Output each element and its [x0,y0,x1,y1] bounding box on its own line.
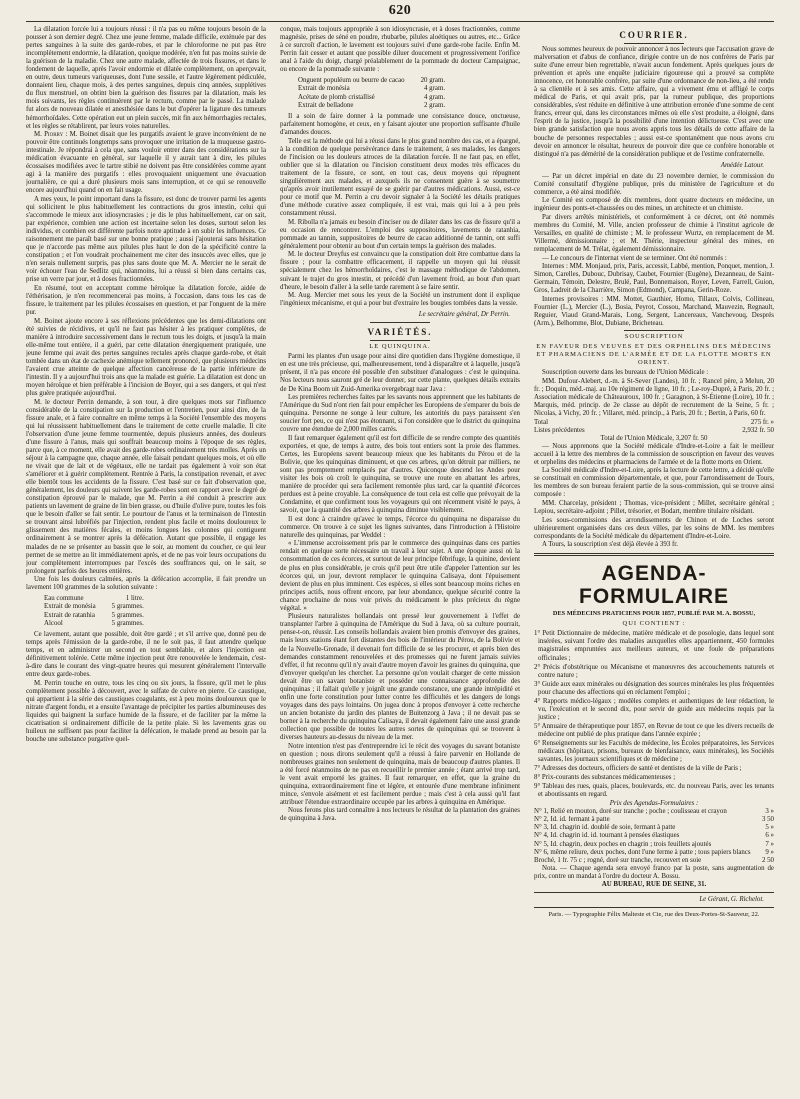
paragraph: M. Ribolla n'a jamais eu besoin d'inciser ou de dilater dans les cas de fissure qu'il a eu occasion de rencontrer. L'emploi des suppositoires, lavements de ratanhia, pommade au tannin, suppositoires de beurre de cacao additionné de tannin, ont suffi généralement pour obtenir au bout d'un certain temps la guérison des malades. [280,218,520,250]
price-label: N° 3, Id. chagrin id. doublé de soie, fermant à patte [534,824,676,832]
column-middle [280,26,520,1090]
paragraph: MM. Charcelay, président ; Thomas, vice-président ; Millet, secrétaire général ; Lepiou, secrétaire-adjoint ; Pillet, trésorier, et Bodart, membre titulaire résidant. [534,500,774,516]
paragraph: Les premières recherches faites par les savants nous apprennent que les habitants de l'Amérique du Sud n'ont rien fait pour empêcher les Européens de s'emparer du bois de quinquina. Personne ne songe à leur culture, les autorités du pays paraissent s'en soucier fort peu, ce qui n'est pas étonnant, si l'on considère que le district du quinquina couvre une étendue de 2,000 milles carrés. [280,394,520,434]
page-number: 620 [388,3,412,18]
ingredient: Extrait de monésia [298,85,350,93]
paragraph: Internes provisoires : MM. Mottet, Gauthier, Homo, Tillaux, Colvis, Collineau, Fournier (L.), Mercier (L.), Bosia, Peyrot, Cossou, Marchand, Mauvezin, Regnault, Reguier, Viaud Grand-Marais, Long, Sergent, Lancereaux, Vanchevouq, Després (Arm.), Belhomme, Blot, Dubiane, Bricheteau. [534,295,774,328]
total-label: Total [534,418,549,426]
grand-total: Total de l'Union Médicale, 3,207 fr. 50 [600,434,708,442]
paragraph: conque, mais toujours appropriée à son idiosyncrasie, et à doses fractionnées, comme magnésie, prises de séné en poudre, rhubarbe, pilules aloétiques ou autres, etc... Grâce à ce surcroît d'action, le lavement est toujours suivi d'une garde-robe facile. Enfin M. Perrin fait cesser et autant que possible diluer doucement et progressivement l'orifice anal à l'aide du doigt, chargé préalablement de la pommade du docteur Campaignac, ou encore de la pommade suivante : [280,26,520,74]
price-row [534,857,774,865]
price-label: Broché, 1 fr. 75 c ; rogné, doré sur tranche, recouvert en soie [534,856,702,864]
footer-divider [534,892,774,893]
price-row [534,808,774,816]
three-column-body [26,26,774,1090]
column-right [534,26,774,1090]
price-list-title: Prix des Agendas-Formulaires : [609,800,699,808]
paragraph: Notre intention n'est pas d'entreprendre ici le récit des voyages du savant botaniste en question ; nous dirons seulement qu'il a réussi à faire parvenir en Hollande de nombreuses graines non seulement de quinquina, mais de beaucoup d'autres plantes. Il a été forcé néanmoins de ne pas en recueillir le premier année ; étant arrivé trop tard, le vent avait emporté les graines. Il faut remarquer, en effet, que la graine du quinquina, extraordinairement fine et légère, et entourée d'une membrane infiniment mince, s'envole aisément et est facilement perdue ; mais c'est à cela aussi qu'il faut attribuer l'étendue extraordinaire occupée par les arbres à quinquina en Amérique. [280,742,520,806]
ingredient: Eau commune [44,595,84,603]
price-row [534,832,774,840]
gerant-signature: Le Gérant, G. Richelot. [699,896,764,904]
agenda-item: 5° Annuaire de thérapeutique pour 1857, en Revue de tout ce que les divers recueils de médecine ont publié de plus pratique dans l'année expirée ; [534,722,774,738]
paragraph: Ce lavement, autant que possible, doit être gardé ; et s'il arrive que, donné peu de temps après l'émission de la garde-robe, il ne le soit pas, il faut attendre quelque temps, et en administrer un second en tout semblable, et alors l'injection est définitivement tolérée. Cette même injection peut être renouvelée le lendemain, c'est-à-dire dans le courant des vingt-quatre heures qui mesurent généralement l'intervalle entre deux garde-robes. [26,631,266,679]
ingredient: Onguent populéum ou beurre de cacao [298,77,405,85]
paragraph [26,131,266,195]
agenda-item: 1° Petit Dictionnaire de médecine, matière médicale et de posologie, dans lequel sont insérées, suivant l'ordre des maladies auxquelles elles appartiennent, 450 formules magistrales empruntées aux meilleurs auteurs, et une foule de préparations officinales ; [534,630,774,662]
paragraph: Les sous-commissions des arrondissements de Chinon et de Loches seront ultérieurement organisées dans ces deux villes, par les soins de MM. les membres correspondants de la Société médicale du département d'Indre-et-Loire. [534,516,774,540]
author-signature: Amédée Latour. [720,161,764,169]
recipe-row [44,620,150,628]
paragraph: MM. Dufour-Alebert, d.-m. à St-Sever (Landes), 10 fr. ; Rancel père, à Melun, 20 fr. ; Doquin, méd.-maj. au 10e régiment de ligne, 10 fr. ; Le-roy-Dupré, à Paris, 20 fr. ; Association médicale de Châteauroux, 100 fr. ; Garagnon, à St-Étienne (Loire), 10 fr. ; Marquis, méd. princip. de 2e classe au dépôt de recrutement de la Seine, 5 fr. ; Nicolas, à Vichy, 20 fr. ; Villaret, méd. princip., à Paris, 20 fr. ; Bertin, à Paris, 60 fr. [534,377,774,418]
previous-lists-value: 2,932 fr. 50 [742,426,774,434]
price-value: 5 » [765,824,774,832]
paragraph: M. Aug. Mercier met sous les yeux de la Société un instrument dont il explique l'ingénieux mécanisme, et qui a pour but d'extraire les bougies tombées dans la vessie. [280,292,520,308]
paragraph: M. le docteur Dreyfus est convaincu que la constipation doit être combattue dans la fissure ; pour la combattre efficacement, il rappelle un moyen qui lui réussit spécialement chez les hémorrhoïdaires, c'est le massage méthodique de l'abdomen, suivant le trajet du gros intestin, et précédé d'un lavement froid, au bout d'un quart d'heure, le besoin d'aller à la selle tarde rarement à se faire sentir. [280,251,520,291]
ingredient: Acétate de plomb cristallisé [298,93,375,101]
paragraph: Plusieurs naturalistes hollandais ont pressé leur gouvernement à l'effet de transplanter l'arbre à quinquina de l'Amérique du Sud à Java, où sa culture pourrait, pense-t-on, réussir. Les conseils hollandais avaient bien promis d'envoyer des graines, mais leurs stations étant fort distantes des bois de l'intérieur du Pérou, de la Bolivie et de la Nouvelle-Grenade, il devenait fort difficile de se les procurer, et après bien des demandes constamment renouvelées et des promesses qui ne furent jamais suivies d'effet, il fut reconnu qu'il n'y avait d'autre moyen d'avoir les graines du quinquina, que d'envoyer quelqu'un les chercher. La personne qu'on voulait charger de cette mission devait être un savant botaniste et posséder une connaissance approfondie des quinquinas ; il fallait qu'elle y joignît une grande constance, une grande intrépidité et enfin une forte constitution pour lutter contre les difficultés et les dangers de longs voyages dans des pays lointains. On jugea donc à propos d'envoyer à cette recherche un ancien botaniste du jardin des plantes de Buitenzorg à Java ; il ne devait pas se borner à la recherche du quinquina Calisaya, il devait également faire une aussi grande collection que possible de toutes les autres sortes de quinquinas qui se trouvent à diverses hauteurs au-dessus du niveau de la mer. [280,613,520,742]
agenda-item: 9° Tableau des rues, quais, places, boulevards, etc. du nouveau Paris, avec les tenants et aboutissants en regard. [534,783,774,799]
total-row [534,419,774,427]
paragraph: « L'immense accroissement pris par le commerce des quinquinas dans ces parties rendait en quelque sorte nécessaire un travail à leur sujet. A une époque aussi où la consommation de ces écorces, et surtout de leur principe fébrifuge, la quinine, devient de plus en plus considérable, je crois qu'il peut être utile d'appeler l'attention sur les écorces qui, un jour, devront remplacer le quinquina Calisaya, dont l'épuisement devient de plus en plus imminent. Ces espèces, si elles sont beaucoup moins riches en principes actifs, nous offrent encore, par leur abondance, quelque sécurité contre la chance prochaine de nous voir privés du médicament le plus précieux du règne végétal. » [280,540,520,612]
section-divider [370,340,430,341]
quantity: 4 gram. [424,85,446,93]
paragraph: En résumé, tout en acceptant comme héroïque la dilatation forcée, aidée de l'éthérisation, je n'en recommencerai pas moins, à l'occasion, dans tous les cas de fissure, le traitement par les pilules écossaises en question, et par l'onguent de la mère pur. [26,285,266,317]
total-value: 275 fr. » [750,418,774,426]
price-label: N° 5, Id. chagrin, deux poches en chagrin ; trois feuillets ajoutés [534,840,712,848]
paragraph: — Par un décret impérial en date du 23 novembre dernier, le commission du Comité consultatif d'hygiène publique, près du ministère de l'agriculture et du commerce, a été ainsi modifiée. [534,172,774,196]
recipe-row [44,612,150,620]
paragraph: Il a soin de faire donner à la pommade une consistance douce, onctueuse, parfaitement homogène, et ceux, en y faisant ajouter une proportion suffisante d'huile d'amandes douces. [280,113,520,137]
paragraph: Le Comité est composé de dix membres, dont quatre docteurs en médecine, un ingénieur des ponts-et-chaussées ou des mines, un architecte et un chimiste. [534,197,774,213]
paragraph: A Tours, la souscription s'est déjà élevée à 393 fr. [542,541,678,549]
recipe-row [298,85,451,93]
price-value: 3 » [765,808,774,816]
price-row [534,849,774,857]
price-value: 2 50 [761,856,774,864]
previous-lists-row [534,427,774,435]
pommade-recipe [298,77,451,110]
quantity: 5 grammes. [111,619,144,627]
paragraph: Souscription ouverte dans les bureaux de l'Union Médicale : [542,369,709,377]
secretary-signature: Le secrétaire général, Dr Perrin. [418,311,510,319]
agenda-advert-subtitle: DES MÉDECINS PRATICIENS POUR 1857, PUBLIÉ PAR M. A. BOSSU, [552,610,756,618]
agenda-item: 3° Guide aux eaux minérales ou désignation des sources minérales les plus fréquentées pour chacune des affections qui en réclament l'emploi ; [534,680,774,696]
paragraph: M. Boinet ajoute encore à ses réflexions précédentes que les demi-dilatations ont été suivies de récidives, et qu'il ne faut pas hésiter à les pratiquer complètes, de manière à introduire successivement dans le rectum tous les doigts, et jusqu'à la main elle-même tout entière, il a guéri, par cette dilatation énergiquement pratiquée, une jeune femme qui avait des pertes sanguines rectales après chaque garde-robe, et était tombée dans un état de cachexie anémique tellement prononcé, que plusieurs médecins l'avaient crue atteinte de quelque affection cancéreuse de la partie inférieure de l'intestin. Il y a aujourd'hui trois ans que la malade est guérie. La dilatation est donc un moyen héroïque et bien préférable à l'incision de Boyer, qui a ses dangers, et qui n'est plus guère pratiquée aujourd'hui. [26,317,266,398]
paragraph: M. Perrin touche en outre, tous les cinq ou six jours, la fissure, qu'il met le plus complètement possible à découvert, avec le sulfate de cuivre en pierre. Ce caustique, qui appartient à la série des caustiques coagulants, est à peu moins douloureux que le nitrate d'argent fondu, et a ensuite l'avantage de précipiter les parties albumineuses des liquides qui baignent la surface humide de la fissure, et de faciliter par la même la cicatrisation si ordinairement difficile de la petite plaie. Si les lavements gras ou huileux ne suffisent pas pour faciliter la défécation, le malade prend au besoin par la bouche une substance purgative quel- [26,679,266,744]
recipe-row [298,77,451,85]
agenda-item: 8° Prix-courants des substances médicamenteuses ; [534,774,676,782]
paragraph: Une fois les douleurs calmées, après la défécation accomplie, il fait prendre un lavement 100 grammes de la solution suivante : [26,576,266,592]
agenda-item: 6° Renseignements sur les Facultés de médecine, les Écoles préparatoires, les Services médicaux (hôpitaux, prisons, bureaux de bienfaisance, eaux minérales), les Sociétés savantes, les journaux scientifiques et de médecine ; [534,739,774,764]
quantity: 4 gram. [424,93,446,101]
price-label: N° 1, Relié en mouton, doré sur tranche ; poche ; coulisseau et crayon [534,808,727,816]
quantity: 5 grammes. [111,603,144,611]
price-label: N° 2, Id. id. fermant à patte [534,816,610,824]
header-rule [26,21,774,22]
quinquina-heading: LE QUINQUINA. [369,343,431,351]
lavement-recipe [44,595,150,628]
paragraph: La dilatation forcée lui a toujours réussi : il n'a pas eu même toujours besoin de la pousser à son dernier degré. Chez une jeune femme, malade difficile, exténuée par des pertes sanguines à la suite des garde-robes, et par le chloroforme ne put pas être incomplètement endormie, la dilatation, quoique modérée, n'en fut pas moins suivie de la guérison de la maladie. Chez une autre malade, affectée de trois fissures, et dans le fondement de laquelle, après l'avoir endormie et dilatée complètement, on aperçevait, en outre, deux tumeurs variqueuses, dont l'une sessile, et l'autre légèrement pédiculée, donnaient lieu, chaque mois, à des pertes sanguines, depuis cinq années, supplétives du flux menstruel, on obtint bien la guérison des fissures par la dilatation, mais les mois suivants, les règles continuèrent par le rectum, comme par le passé. La malade fut alors de nouveau dilatée et anesthésiée dans le but d'opérer la ligature des tumeurs hémorrhoïdales. Cette opération eut un plein succès, mit fin aux hémorrhagies rectales, et les règles se rétablirent, par leurs voies naturelles. [26,26,266,130]
price-value: 7 » [765,840,774,848]
price-row [534,816,774,824]
price-label: N° 6, même reliure, deux poches, dont l'une ferme à patte ; tous papiers blancs [534,848,751,856]
price-row [534,841,774,849]
paragraph: Telle est la méthode qui lui a réussi dans le plus grand nombre des cas, et a épargné, à la condition de quelque persévérance dans le traitement, à ses malades, les dangers de l'incision ou les douleurs atroces de la dilatation forcée. Il ne faut pas, en effet, oublier que si la dilatation ou l'incision constituent deux modes très efficaces du traitement de la fissure, ce sont, en tout cas, deux moyens qui répugnent singulièrement aux malades, et auxquels ils ne consentent guère à se soumettre qu'après avoir inutilement essayé de se guérir par d'autres médications. Aussi, est-ce pour ce motif que M. Perrin a cru devoir signaler à la Société les détails pratiques d'une méthode curative assez compliquée, il est vrai, mais qui lui a à peu près constamment réussi. [280,137,520,218]
agenda-contents-label: QUI CONTIENT : [622,620,686,628]
price-value: 9 » [765,848,774,856]
bureau-address: AU BUREAU, RUE DE SEINE, 31. [601,881,707,889]
recipe-row [298,94,451,102]
paragraph: Il faut remarquer également qu'il est fort difficile de se rendre compte des quantités exportées, et que, de temps à autre, des bois tout entiers sont la proie des flammes. Certes, les Européens savent beaucoup mieux que les habitants du Pérou et de la Bolivie, que les quinquinas diminuent, et que ces arbres, qu'on détruit par milliers, ne sont pas promptement remplacés par d'autres. Quiconque descend les Andes pour visiter les bois où croît le quinquina, se trouve une route en abattant les arbres, manière de procéder qui sera facilement remontée plus tard, car la quantité d'écorces perdues est à peine croyable. La conséquence de tout cela est celle que prévoyait de la Condamine, et que confirment tous les voyageurs qui ont récemment visité le pays, à savoir, que la quantité des arbres à quinquina diminue visiblement. [280,434,520,515]
ingredient: Alcool [44,619,63,627]
varietes-heading: VARIÉTÉS. [367,327,433,338]
nota-text: Nota. — Chaque agenda sera envoyé franco par la poste, sans augmentation de prix, contre un mandat à l'ordre du docteur A. Bossu. [534,864,774,880]
paragraph: Nous sommes heureux de pouvoir annoncer à nos lecteurs que l'accusation grave de malversation et d'abus de confiance, dirigée contre un de nos confrères de Paris par suite d'une erreur bien regrettable, n'avait aucun fondement. Après quelques jours de prévention et après une enquête judiciaire rigoureuse qui a prouvé sa complète innocence, cet honorable confrère, par suite d'une ordonnance de non-lieu, a été rendu à sa clientèle et à ses amis. Cette affaire, qui a vivement ému et affligé le corps médical de Paris, et qui avait pris, par la rumeur publique, des proportions considérables, s'est réduite en définitive à une attribution erronée d'une somme de cent francs, erreur qui, dans les circonstances mêmes où elle s'est produite, a éloigné, dans l'esprit de la justice, jusqu'à la possibilité d'une intention délictueuse. C'est avec une bien grande satisfaction que nous avons appris tous les détails de cette affaire de la bouche de personnes respectables ; aussi est-ce spontanément que nous avons cru devoir en annoncer le résultat, heureux de pouvoir dire que ce confrère honorable et distingué n'a pas démérité de la considération publique et de l'estime confraternelle. [534,46,774,158]
footer-divider [534,907,774,908]
quantity: 2 gram. [424,101,446,109]
paragraph-text: : M. Boinet disait que les purgatifs avaient le grave inconvénient de ne pouvoir être continués longtemps sans provoquer une irritation de la muqueuse gastro-intestinale. Je répondrai à cela que, sans vouloir entrer dans des considérations sur la médication évacuante en général, sur laquelle il y aurait tant à dire, les pilules écossaises modifiées avec le tartre stibié ne doivent pas être considérées comme ayant agi à la manière des purgatifs : elles provoquaient uniquement une évacuation journalière, ce qui a duré plusieurs mois sans interruption, et ce qui se renouvelle encore aujourd'hui quand on en fait usage. [26,131,266,195]
quantity: 20 gram. [420,77,446,85]
recipe-row [298,102,451,110]
ingredient: Extrait de monésia [44,603,96,611]
recipe-row [44,603,150,611]
section-divider [370,322,430,323]
paragraph: La Société médicale d'Indre-et-Loire, après la lecture de cette lettre, a décidé qu'elle se constituait en commission départementale, et que, pour l'arrondissement de Tours, les membres de son bureau feraient partie de la sous-commission, qui se trouve ainsi composée : [534,467,774,499]
section-divider [624,43,684,44]
column-left [26,26,266,1090]
ingredient: Extrait de ratanhia [44,611,95,619]
speaker-name: M. Piorry [34,131,64,139]
paragraph: Nous ferons plus tard connaître à nos lecteurs le résultat de la plantation des graines de quinquina à Java. [280,807,520,823]
recipe-row [44,595,150,603]
agenda-item: 7° Adresses des docteurs, officiers de santé et dentistes de la ville de Paris ; [534,765,742,773]
price-label: N° 4, Id. chagrin id. id. tournant à pensées élastiques [534,832,680,840]
printer-imprint: Paris. — Typographie Félix Malteste et Cie, rue des Deux-Portes-St-Sauveur, 22. [548,911,760,919]
paragraph: Par divers arrêtés ministériels, et conformément à ce décret, ont été nommés membres du Comité, M. Ville, ancien professeur de chimie à l'institut agricole de Versailles, en qualité de chimiste ; M. le professeur Wurtz, en remplacement de M. Villermé, démissionnaire ; et M. Thérie, inspecteur général des mines, en remplacement de M. Trélat, également démissionnaire. [534,213,774,254]
section-divider [624,330,684,331]
advert-divider [534,553,774,556]
paragraph: Parmi les plantes d'un usage pour ainsi dire quotidien dans l'hygiène domestique, il en est une très précieuse, qui, malheureusement, tend à disparaître et à laquelle, jusqu'à présent, il n'a pas encore été possible d'en substituer d'analogues : c'est le quinquina. Nos lecteurs nous sauront gré de leur donner, sur cette plante, quelques détails extraits de De Kina Boom uit Zuid-Amerika overgebragt naar Java : [280,353,520,393]
souscription-subheading: EN FAVEUR DES VEUVES ET DES ORPHELINS DES MÉDECINS ET PHARMACIENS DE L'ARMÉE ET DE LA FLOTTE MORTS EN ORIENT. [536,343,772,367]
ingredient: Extrait de belladone [298,101,354,109]
agenda-item: 4° Rapports médico-légaux ; modèles complets et authentiques de leur rédaction, le vu, l'exécution et le second dix, pour servir de guide aux médecins requis par la justice ; [534,697,774,721]
agenda-advert-title: AGENDA-FORMULAIRE [579,562,729,609]
quantity: 1 litre. [125,595,144,603]
paragraph: A mes yeux, le point important dans la fissure, est donc de trouver parmi les agents qui sollicitent le plus habituellement les contractions du gros intestin, celui qui s'accommode le mieux aux idiosyncrasies ; je dis le plus habituellement, car on sait, par expérience, combien une action est incertaine selon les doses, surtout selon les individus, et combien est différente parfois notre aptitude à en subir les influences. Ce raisonnement me paraît basé sur une bonne pratique ; aussi j'ajouterai sans hésitation que je n'accorde pas même aux pilules plus haut le don de la spécificité contre la constipation ; et l'on voudrait prochainement me citer des insuccès avec elles, que je n'en serais nullement surpris, pas plus sans doute que M. A. Mercier ne le serait de voir échouer l'eau de Sedlitz qui, néanmoins, lui a réussi si bien dans certains cas, prise un verre par jour, et à doses fractionnées. [26,195,266,284]
previous-lists-label: Listes précédentes [534,426,585,434]
agenda-item: 2° Précis d'obstétrique ou Mécanisme et manœuvres des accouchements naturels et contre nature ; [534,663,774,679]
courrier-heading: COURRIER. [619,30,689,40]
price-value: 6 » [765,832,774,840]
paragraph: Internes : MM. Monjaud, prix, Paris, accessit, Labbé, mention, Ponquet, mention, J. Simon, Carelles, Dubouc, Dubrisay, Caubet, Fournier (Eugène), Dezanneau, de Saint-Germain, Témoin, Delestre, Brulé, Paul, Bonnemaison, Royer, Leven, Farrell, Guion, Gros, Ladreit de la Charrière, Simon (Edmond), Campana, Gerin-Roze. [534,263,774,295]
paragraph: — Nous apprenons que la Société médicale d'Indre-et-Loire a fait le meilleur accueil à la lettre des membres de la commission de souscription en faveur des veuves et orphelins des médecins et pharmaciens de l'armée et de la flotte morts en Orient. [534,442,774,466]
paragraph: Il est donc à craindre qu'avec le temps, l'écorce du quinquina ne disparaisse du commerce. On trouve à ce sujet les lignes suivantes, dans l'introduction à l'Histoire naturelle des quinquinas, par Weddel : [280,515,520,539]
paragraph: — Le concours de l'internat vient de se terminer. Ont été nommés : [542,254,727,262]
quantity: 5 grammes. [111,611,144,619]
paragraph: M. le docteur Perrin demande, à son tour, à dire quelques mots sur l'influence considérable de la constipation sur la production et l'entretien, pour ainsi dire, de la fissure anale, et à faire connaître en même temps à la Société l'ensemble des moyens qui lui réussissent habituellement dans le traitement de cette cruelle maladie. Il cite l'observation d'une jeune femme tourmentée, depuis plusieurs années, des douleurs d'une fissure à l'anus, mais qui souffrait beaucoup moins à l'époque de ses règles, parce que, à ce moment, elle avait des garde-robes ordinairement très molles. Après un séjour à la campagne que, chaque année, elle faisait pendant quelques mois, et où elle ne vivait que de lait et de végétaux, elle ne tardait pas également à voir son état s'améliorer et à guérir complètement. Rentrée à Paris, la constipation revenait, et avec elle bientôt tous les accidents de la fissure. C'est basé sur ce fait d'observation que, généralement, les douleurs qui suivent les garde-robes sont en rapport avec le degré de constipation éprouvé par le malade, que M. Perrin a été conduit à prescrire aux patients un lavement de graine de lin bien grasse, ou d'huile d'olive pure, toutes les fois que le besoin d'aller se fait sentir. Le pourtour de l'anus et la terminaison de l'intestin se trouvant ainsi lubréfiés par l'injection, rendent plus facile et moins douloureux le glissement des matières fécales, et moins longues les colonnes qui contiguent ordinairement à se montrer après la défécation. Autant que possible, il engage les malades de ne se présenter au bassin que le soir, au moment du coucher, ce qui leur permet de se mettre au lit immédiatement après, et de ne pas voir leurs occupations du jour complètement interrompues par l'excès des souffrances qui, on le sait, se prolongent parfois des heures entières. [26,398,266,575]
price-row [534,824,774,832]
price-value: 3 50 [761,816,774,824]
souscription-heading: SOUSCRIPTION [624,333,684,341]
